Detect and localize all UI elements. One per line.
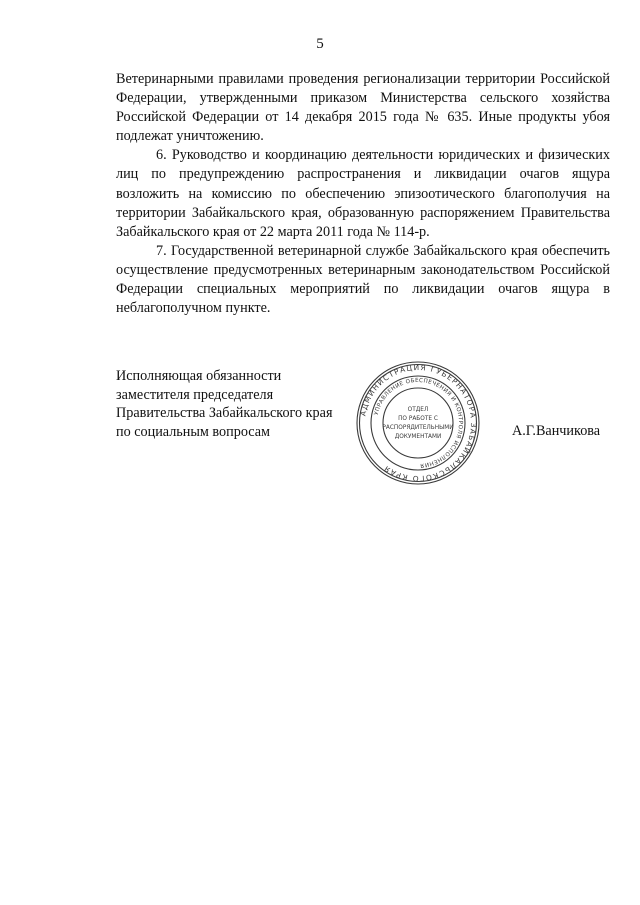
paragraph-7: 7. Государственной ветеринарной службе Забайкальского края обеспечить осуществление предусмотренных ветеринарным законодательством Российской Федерации специальных мероприятий по ликвидации очагов ящура в неблагополучном пункте. <box>116 242 610 317</box>
signer-name: А.Г.Ванчикова <box>512 423 601 439</box>
official-stamp <box>353 358 483 488</box>
document-body <box>116 70 610 318</box>
svg-text:УПРАВЛЕНИЕ ОБЕСПЕЧЕНИЯ И КОНТР <box>374 378 463 468</box>
stamp-outer-text: АДМИНИСТРАЦИЯ ГУБЕРНАТОРА ЗАБАЙКАЛЬСКОГО КРАЯ <box>358 362 479 484</box>
signatory-title-line: Правительства Забайкальского края <box>116 405 333 422</box>
paragraph-6: 6. Руководство и координацию деятельности юридических и физических лиц по предупреждению распространения и ликвидации очагов ящура возложить на комиссию по обеспечению эпизоотического благополучия на территории Забайкальского края, образованную распоряжением Правительства Забайкальского края от 22 марта 2011 года № 114-р. <box>116 147 610 240</box>
signatory-title-line: заместителя председателя <box>116 386 274 403</box>
stamp-center-line: ОТДЕЛ <box>407 407 429 413</box>
stamp-center-line: ДОКУМЕНТАМИ <box>394 434 442 440</box>
paragraph-continuation: Ветеринарными правилами проведения регионализации территории Российской Федерации, утвержденными приказом Министерства сельского хозяйства Российской Федерации от 14 декабря 2015 года № 635. Иные продукты убоя подлежат уничтожению. <box>116 71 610 145</box>
stamp-middle-text: УПРАВЛЕНИЕ ОБЕСПЕЧЕНИЯ И КОНТРОЛЯ ИСПОЛНЕНИЯ <box>373 377 464 469</box>
page-number: 5 <box>316 36 324 52</box>
stamp-center-line: ПО РАБОТЕ С <box>398 416 438 422</box>
stamp-center-line: РАСПОРЯДИТЕЛЬНЫМИ <box>382 425 454 431</box>
signatory-title-line: Исполняющая обязанности <box>116 368 282 384</box>
signatory-title-line: по социальным вопросам <box>116 423 271 440</box>
